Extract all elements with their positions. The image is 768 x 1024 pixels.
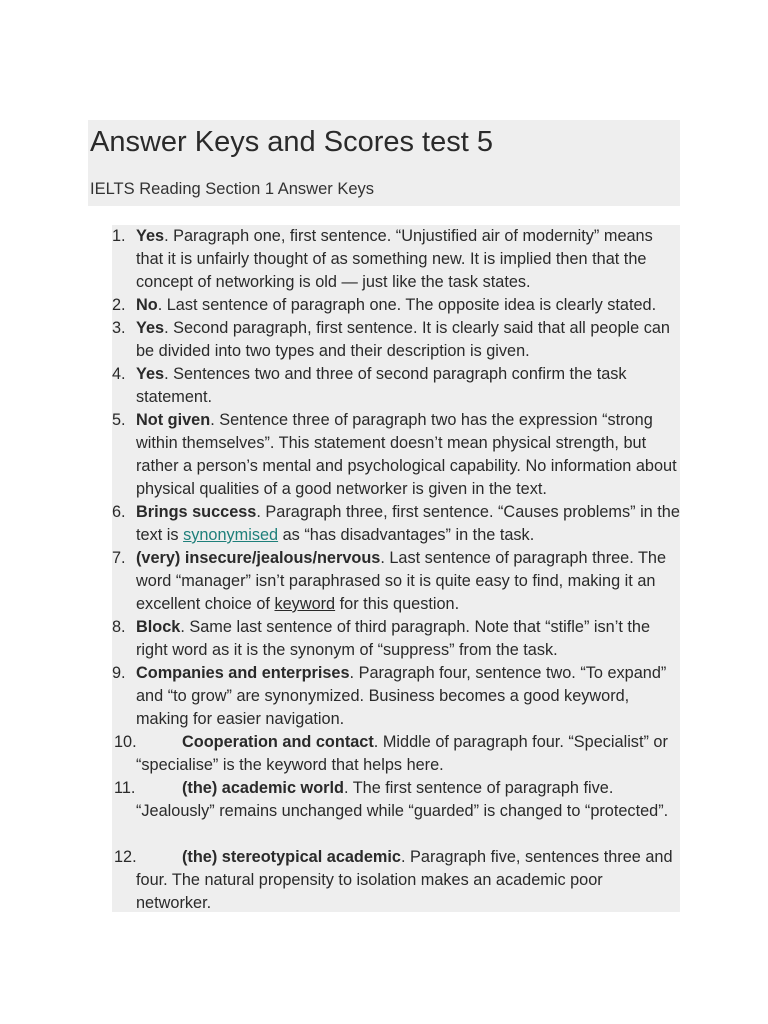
item-number: 11.: [114, 779, 136, 797]
answer-key: No: [136, 296, 158, 314]
list-item: [112, 501, 680, 547]
answer-key: (very) insecure/jealous/nervous: [136, 549, 381, 567]
list-item: [112, 547, 680, 616]
list-item: [112, 409, 680, 501]
item-number: 5.: [112, 411, 126, 429]
item-number: 2.: [112, 296, 126, 314]
item-number: 10.: [114, 733, 137, 751]
synonymised-link[interactable]: synonymised: [183, 526, 279, 544]
list-item: [112, 317, 680, 363]
answer-key: Yes: [136, 227, 165, 245]
list-item: [114, 777, 680, 823]
answer-key: Cooperation and contact: [182, 733, 374, 751]
section-subtitle: IELTS Reading Section 1 Answer Keys: [90, 180, 375, 198]
page-title: Answer Keys and Scores test 5: [90, 126, 493, 158]
explanation: . Same last sentence of third paragraph. Note that “stifle” isn’t the right word as it is the synonym of “suppress” from the task.: [136, 618, 651, 659]
item-number: 9.: [112, 664, 126, 682]
item-number: 8.: [112, 618, 126, 636]
explanation: . Sentences two and three of second paragraph confirm the task statement.: [136, 365, 627, 406]
item-number: 6.: [112, 503, 126, 521]
item-number: 1.: [112, 227, 126, 245]
answer-key: (the) academic world: [182, 779, 344, 797]
answer-key: Not given: [136, 411, 211, 429]
answer-key: Companies and enterprises: [136, 664, 350, 682]
answer-key: Yes: [136, 365, 165, 383]
answer-key: (the) stereotypical academic: [182, 848, 401, 866]
explanation: . Last sentence of paragraph one. The opposite idea is clearly stated.: [157, 296, 657, 314]
list-item: [112, 662, 680, 731]
answer-list: [112, 225, 680, 912]
explanation: . Sentence three of paragraph two has the expression “strong within themselves”. This statement doesn’t mean physical strength, but rather a person’s mental and psychological capability. No information about physical qualities of a good networker is given in the text.: [136, 411, 677, 498]
explanation: . Paragraph one, first sentence. “Unjustified air of modernity” means that it is unfairly thought of as something new. It is implied then that the concept of networking is old — just like the task states.: [136, 227, 653, 291]
explanation: as “has disadvantages” in the task.: [278, 526, 535, 544]
explanation: . Last sentence of paragraph three. The word “manager” isn’t paraphrased so it is quite easy to find, making it an excellent choice of: [136, 549, 667, 613]
explanation: for this question.: [335, 595, 460, 613]
keyword-link[interactable]: keyword: [274, 595, 336, 613]
list-item: [112, 616, 680, 662]
item-number: 3.: [112, 319, 126, 337]
explanation: . Paragraph four, sentence two. “To expand” and “to grow” are synonymized. Business becomes a good keyword, making for easier navigation.: [136, 664, 667, 728]
list-item: [112, 363, 680, 409]
explanation: . The first sentence of paragraph five. “Jealously” remains unchanged while “guarded” is changed to “protected”.: [136, 779, 669, 820]
list-item: [114, 846, 680, 915]
explanation: . Middle of paragraph four. “Specialist” or “specialise” is the keyword that helps here.: [136, 733, 668, 774]
explanation: . Paragraph five, sentences three and four. The natural propensity to isolation makes an academic poor networker.: [136, 848, 673, 912]
item-number: 7.: [112, 549, 126, 567]
explanation: . Second paragraph, first sentence. It is clearly said that all people can be divided into two types and their description is given.: [136, 319, 670, 360]
header-box: [88, 120, 680, 206]
list-item: [114, 731, 680, 777]
list-item: [112, 294, 680, 317]
answer-key: Yes: [136, 319, 165, 337]
item-number: 12.: [114, 848, 137, 866]
explanation: . Paragraph three, first sentence. “Causes problems” in the text is: [136, 503, 680, 544]
answer-key: Brings success: [136, 503, 257, 521]
list-item: [112, 225, 680, 294]
item-number: 4.: [112, 365, 126, 383]
answer-key: Block: [136, 618, 181, 636]
